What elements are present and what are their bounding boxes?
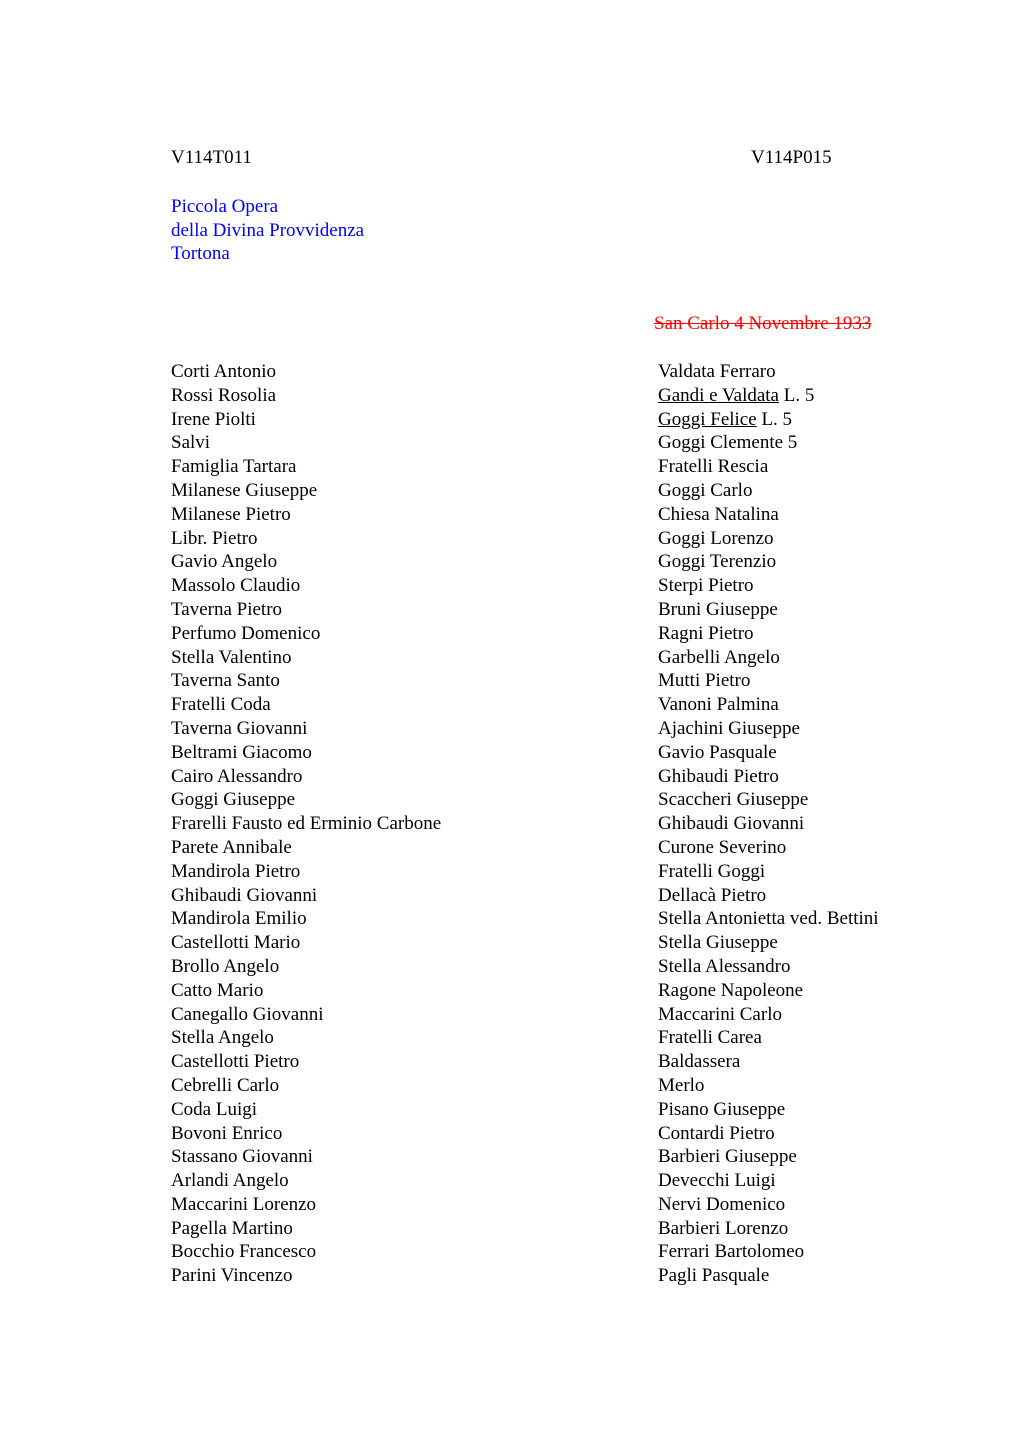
amount: L. 5 [756, 408, 793, 430]
underlined-name: Goggi Felice [658, 408, 757, 430]
list-item: Arlandi Angelo [171, 1170, 289, 1192]
list-item: Catto Mario [171, 979, 264, 1001]
list-item: Nervi Domenico [658, 1193, 786, 1215]
list-item: Famiglia Tartara [171, 456, 297, 478]
list-item: Corti Antonio [171, 361, 277, 382]
list-item: Ferrari Bartolomeo [658, 1241, 805, 1263]
list-item: Fratelli Carea [658, 1027, 762, 1049]
list-item: Stella Giuseppe [658, 932, 778, 954]
list-item: Fratelli Coda [171, 694, 271, 716]
list-item: Irene Piolti [171, 408, 256, 430]
list-item: Mandirola Emilio [171, 908, 307, 930]
list-item: Ragni Pietro [658, 622, 754, 644]
list-item: Taverna Santo [171, 670, 280, 692]
list-item: Rossi Rosolia [171, 384, 277, 406]
list-item: Libr. Pietro [171, 527, 258, 549]
list-item: Pagella Martino [171, 1217, 293, 1239]
list-item [658, 384, 879, 408]
letterhead-line-3: Tortona [171, 243, 230, 264]
list-item: Bocchio Francesco [171, 1241, 317, 1263]
list-item: Castellotti Mario [171, 932, 301, 954]
list-item: Taverna Giovanni [171, 717, 308, 739]
document-code-right: V114P015 [751, 147, 832, 168]
list-item: Valdata Ferraro [658, 361, 776, 382]
list-item: Canegallo Giovanni [171, 1003, 324, 1025]
underlined-name: Gandi e Valdata [658, 384, 779, 406]
letterhead-line-1: Piccola Opera [171, 196, 279, 217]
list-item: Taverna Pietro [171, 598, 283, 620]
list-item: Parini Vincenzo [171, 1265, 293, 1287]
list-item: Ragone Napoleone [658, 979, 804, 1001]
list-item: Devecchi Luigi [658, 1170, 776, 1192]
list-item: Frarelli Fausto ed Erminio Carbone [171, 813, 442, 835]
list-item: Milanese Pietro [171, 503, 291, 525]
list-item: Goggi Carlo [658, 479, 753, 501]
amount: L. 5 [779, 384, 815, 406]
list-item: Salvi [171, 432, 211, 454]
list-item: Merlo [658, 1074, 705, 1096]
right-name-list [658, 360, 879, 1288]
list-item: Fratelli Rescia [658, 456, 769, 478]
list-item: Baldassera [658, 1051, 741, 1073]
list-item: Maccarini Lorenzo [171, 1193, 317, 1215]
letterhead-line-2: della Divina Provvidenza [171, 219, 365, 241]
list-item: Fratelli Goggi [658, 860, 766, 882]
list-item: Pisano Giuseppe [658, 1098, 786, 1120]
list-item: Castellotti Pietro [171, 1051, 300, 1073]
list-item: Massolo Claudio [171, 575, 301, 597]
left-name-list [171, 360, 441, 1288]
list-item: Barbieri Giuseppe [658, 1146, 797, 1168]
list-item: Stella Antonietta ved. Bettini [658, 908, 879, 930]
list-item: Brollo Angelo [171, 955, 280, 977]
list-item: Garbelli Angelo [658, 646, 780, 668]
list-item: Ghibaudi Giovanni [171, 884, 318, 906]
list-item: Chiesa Natalina [658, 503, 779, 525]
list-item: Ajachini Giuseppe [658, 717, 800, 739]
list-item: Coda Luigi [171, 1098, 258, 1120]
list-item: Stella Valentino [171, 646, 292, 668]
list-item: Cebrelli Carlo [171, 1074, 280, 1096]
list-item: Gavio Angelo [171, 551, 278, 573]
list-item: Contardi Pietro [658, 1122, 775, 1144]
list-item: Stella Alessandro [658, 955, 791, 977]
list-item: Mutti Pietro [658, 670, 751, 692]
list-item: Scaccheri Giuseppe [658, 789, 809, 811]
list-item: Barbieri Lorenzo [658, 1217, 789, 1239]
list-item: Goggi Terenzio [658, 551, 777, 573]
list-item: Parete Annibale [171, 836, 292, 858]
list-item: Mandirola Pietro [171, 860, 301, 882]
list-item: Bruni Giuseppe [658, 598, 778, 620]
list-item: Ghibaudi Giovanni [658, 813, 805, 835]
letterhead [171, 195, 364, 266]
list-item: Sterpi Pietro [658, 575, 754, 597]
list-item: Maccarini Carlo [658, 1003, 782, 1025]
list-item [658, 408, 879, 432]
list-item: Gavio Pasquale [658, 741, 777, 763]
list-item: Dellacà Pietro [658, 884, 767, 906]
list-item: Ghibaudi Pietro [658, 765, 779, 787]
list-item: Goggi Lorenzo [658, 527, 774, 549]
struck-dateline: San Carlo 4 Novembre 1933 [654, 313, 872, 334]
right-list-rest [658, 431, 879, 1288]
list-item: Stella Angelo [171, 1027, 274, 1049]
list-item: Curone Severino [658, 836, 787, 858]
list-item: Vanoni Palmina [658, 694, 779, 716]
list-item: Goggi Giuseppe [171, 789, 296, 811]
list-item: Perfumo Domenico [171, 622, 321, 644]
document-code-left: V114T011 [171, 147, 252, 168]
list-item: Milanese Giuseppe [171, 479, 318, 501]
list-item: Bovoni Enrico [171, 1122, 283, 1144]
list-item: Cairo Alessandro [171, 765, 303, 787]
list-item: Beltrami Giacomo [171, 741, 312, 763]
list-item: Pagli Pasquale [658, 1265, 770, 1287]
list-item: Stassano Giovanni [171, 1146, 313, 1168]
list-item: Goggi Clemente 5 [658, 432, 798, 454]
